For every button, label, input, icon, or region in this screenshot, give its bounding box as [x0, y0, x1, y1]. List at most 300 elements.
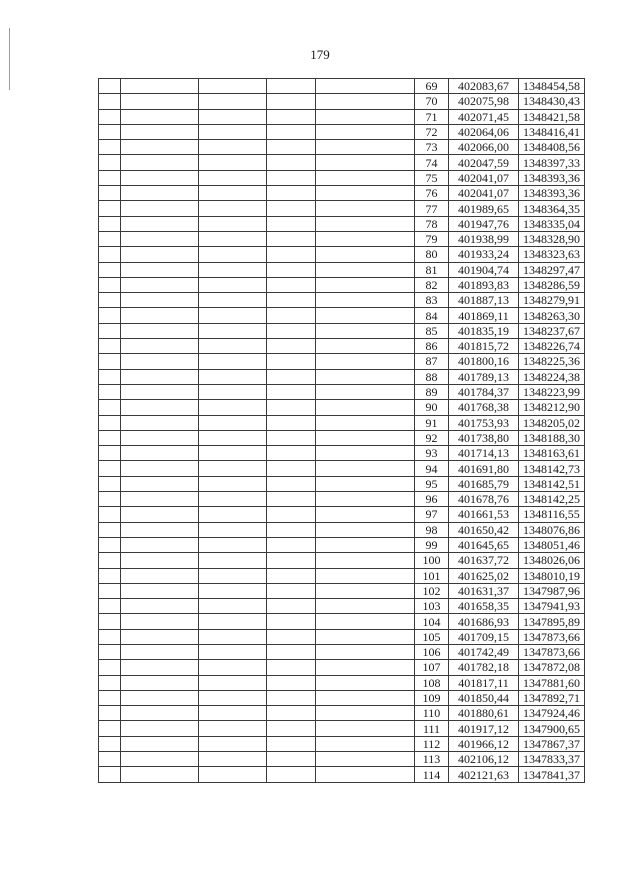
y-coordinate-cell: 1348223,99	[519, 384, 585, 399]
empty-cell	[99, 553, 121, 568]
empty-cell	[316, 369, 415, 384]
empty-cell	[199, 568, 267, 583]
point-number-cell: 95	[415, 476, 449, 491]
y-coordinate-cell: 1348263,30	[519, 308, 585, 323]
empty-cell	[267, 706, 316, 721]
empty-cell	[99, 339, 121, 354]
point-number-cell: 109	[415, 690, 449, 705]
empty-cell	[267, 308, 316, 323]
point-number-cell: 72	[415, 124, 449, 139]
empty-cell	[99, 446, 121, 461]
table-row	[99, 446, 585, 461]
empty-cell	[316, 706, 415, 721]
empty-cell	[267, 170, 316, 185]
empty-cell	[316, 400, 415, 415]
y-coordinate-cell: 1348328,90	[519, 231, 585, 246]
y-coordinate-cell: 1347924,46	[519, 706, 585, 721]
point-number-cell: 86	[415, 339, 449, 354]
y-coordinate-cell: 1348226,74	[519, 339, 585, 354]
x-coordinate-cell: 401893,83	[449, 277, 519, 292]
x-coordinate-cell: 401738,80	[449, 430, 519, 445]
x-coordinate-cell: 401789,13	[449, 369, 519, 384]
empty-cell	[199, 446, 267, 461]
empty-cell	[316, 186, 415, 201]
empty-cell	[316, 124, 415, 139]
point-number-cell: 94	[415, 461, 449, 476]
empty-cell	[199, 537, 267, 552]
empty-cell	[267, 461, 316, 476]
empty-cell	[121, 614, 199, 629]
empty-cell	[199, 369, 267, 384]
empty-cell	[99, 476, 121, 491]
empty-cell	[316, 79, 415, 94]
empty-cell	[99, 323, 121, 338]
y-coordinate-cell: 1348393,36	[519, 170, 585, 185]
point-number-cell: 84	[415, 308, 449, 323]
empty-cell	[199, 308, 267, 323]
table-row	[99, 339, 585, 354]
table-row	[99, 660, 585, 675]
empty-cell	[121, 721, 199, 736]
empty-cell	[316, 247, 415, 262]
point-number-cell: 89	[415, 384, 449, 399]
empty-cell	[99, 767, 121, 782]
table-row	[99, 400, 585, 415]
x-coordinate-cell: 402121,63	[449, 767, 519, 782]
x-coordinate-cell: 401917,12	[449, 721, 519, 736]
empty-cell	[121, 599, 199, 614]
x-coordinate-cell: 402047,59	[449, 155, 519, 170]
point-number-cell: 69	[415, 79, 449, 94]
x-coordinate-cell: 401947,76	[449, 216, 519, 231]
x-coordinate-cell: 401933,24	[449, 247, 519, 262]
point-number-cell: 91	[415, 415, 449, 430]
empty-cell	[316, 492, 415, 507]
x-coordinate-cell: 402106,12	[449, 752, 519, 767]
empty-cell	[267, 140, 316, 155]
empty-cell	[99, 94, 121, 109]
y-coordinate-cell: 1347873,66	[519, 629, 585, 644]
y-coordinate-cell: 1348430,43	[519, 94, 585, 109]
point-number-cell: 87	[415, 354, 449, 369]
x-coordinate-cell: 401661,53	[449, 507, 519, 522]
empty-cell	[199, 430, 267, 445]
point-number-cell: 93	[415, 446, 449, 461]
point-number-cell: 79	[415, 231, 449, 246]
empty-cell	[267, 599, 316, 614]
empty-cell	[121, 752, 199, 767]
empty-cell	[121, 629, 199, 644]
table-body	[99, 79, 585, 783]
empty-cell	[316, 553, 415, 568]
empty-cell	[99, 201, 121, 216]
empty-cell	[99, 415, 121, 430]
empty-cell	[316, 231, 415, 246]
empty-cell	[267, 79, 316, 94]
x-coordinate-cell: 401691,80	[449, 461, 519, 476]
point-number-cell: 78	[415, 216, 449, 231]
empty-cell	[99, 660, 121, 675]
empty-cell	[199, 155, 267, 170]
empty-cell	[267, 354, 316, 369]
empty-cell	[316, 675, 415, 690]
y-coordinate-cell: 1348224,38	[519, 369, 585, 384]
point-number-cell: 83	[415, 293, 449, 308]
empty-cell	[316, 446, 415, 461]
x-coordinate-cell: 401709,15	[449, 629, 519, 644]
empty-cell	[316, 721, 415, 736]
y-coordinate-cell: 1348076,86	[519, 522, 585, 537]
empty-cell	[267, 522, 316, 537]
point-number-cell: 104	[415, 614, 449, 629]
empty-cell	[267, 277, 316, 292]
x-coordinate-cell: 401887,13	[449, 293, 519, 308]
empty-cell	[99, 231, 121, 246]
empty-cell	[316, 752, 415, 767]
empty-cell	[99, 170, 121, 185]
x-coordinate-cell: 401753,93	[449, 415, 519, 430]
table-row	[99, 124, 585, 139]
table-row	[99, 415, 585, 430]
empty-cell	[121, 675, 199, 690]
empty-cell	[199, 323, 267, 338]
point-number-cell: 80	[415, 247, 449, 262]
table-row	[99, 247, 585, 262]
point-number-cell: 73	[415, 140, 449, 155]
empty-cell	[316, 415, 415, 430]
empty-cell	[199, 140, 267, 155]
x-coordinate-cell: 401784,37	[449, 384, 519, 399]
empty-cell	[267, 476, 316, 491]
empty-cell	[199, 599, 267, 614]
x-coordinate-cell: 401904,74	[449, 262, 519, 277]
empty-cell	[121, 384, 199, 399]
empty-cell	[267, 415, 316, 430]
x-coordinate-cell: 402075,98	[449, 94, 519, 109]
x-coordinate-cell: 401685,79	[449, 476, 519, 491]
table-row	[99, 706, 585, 721]
empty-cell	[121, 124, 199, 139]
table-row	[99, 492, 585, 507]
empty-cell	[99, 430, 121, 445]
empty-cell	[121, 415, 199, 430]
y-coordinate-cell: 1348297,47	[519, 262, 585, 277]
table-row	[99, 231, 585, 246]
empty-cell	[267, 323, 316, 338]
empty-cell	[99, 690, 121, 705]
empty-cell	[199, 384, 267, 399]
empty-cell	[316, 354, 415, 369]
empty-cell	[99, 247, 121, 262]
empty-cell	[316, 339, 415, 354]
y-coordinate-cell: 1347900,65	[519, 721, 585, 736]
y-coordinate-cell: 1348225,36	[519, 354, 585, 369]
empty-cell	[199, 736, 267, 751]
empty-cell	[99, 277, 121, 292]
empty-cell	[316, 430, 415, 445]
empty-cell	[267, 231, 316, 246]
empty-cell	[99, 492, 121, 507]
empty-cell	[99, 79, 121, 94]
table-row	[99, 690, 585, 705]
y-coordinate-cell: 1348010,19	[519, 568, 585, 583]
point-number-cell: 92	[415, 430, 449, 445]
table-row	[99, 553, 585, 568]
empty-cell	[199, 553, 267, 568]
empty-cell	[199, 461, 267, 476]
table-row	[99, 384, 585, 399]
empty-cell	[316, 629, 415, 644]
y-coordinate-cell: 1347833,37	[519, 752, 585, 767]
empty-cell	[316, 660, 415, 675]
empty-cell	[267, 675, 316, 690]
point-number-cell: 85	[415, 323, 449, 338]
table-row	[99, 614, 585, 629]
table-row	[99, 216, 585, 231]
point-number-cell: 82	[415, 277, 449, 292]
point-number-cell: 101	[415, 568, 449, 583]
empty-cell	[316, 522, 415, 537]
y-coordinate-cell: 1348163,61	[519, 446, 585, 461]
empty-cell	[99, 522, 121, 537]
empty-cell	[121, 492, 199, 507]
empty-cell	[99, 644, 121, 659]
table-row	[99, 369, 585, 384]
empty-cell	[199, 262, 267, 277]
empty-cell	[267, 155, 316, 170]
empty-cell	[316, 262, 415, 277]
empty-cell	[121, 140, 199, 155]
empty-cell	[267, 568, 316, 583]
empty-cell	[121, 690, 199, 705]
x-coordinate-cell: 401631,37	[449, 583, 519, 598]
empty-cell	[316, 583, 415, 598]
x-coordinate-cell: 401650,42	[449, 522, 519, 537]
empty-cell	[316, 94, 415, 109]
empty-cell	[199, 354, 267, 369]
table-row	[99, 507, 585, 522]
empty-cell	[121, 767, 199, 782]
empty-cell	[121, 170, 199, 185]
empty-cell	[199, 186, 267, 201]
x-coordinate-cell: 401938,99	[449, 231, 519, 246]
y-coordinate-cell: 1348188,30	[519, 430, 585, 445]
table-row	[99, 94, 585, 109]
empty-cell	[121, 583, 199, 598]
empty-cell	[199, 721, 267, 736]
table-row	[99, 644, 585, 659]
empty-cell	[199, 660, 267, 675]
empty-cell	[316, 614, 415, 629]
point-number-cell: 98	[415, 522, 449, 537]
point-number-cell: 108	[415, 675, 449, 690]
empty-cell	[267, 690, 316, 705]
empty-cell	[99, 384, 121, 399]
y-coordinate-cell: 1347987,96	[519, 583, 585, 598]
y-coordinate-cell: 1348393,36	[519, 186, 585, 201]
empty-cell	[99, 140, 121, 155]
empty-cell	[121, 216, 199, 231]
empty-cell	[99, 293, 121, 308]
empty-cell	[99, 155, 121, 170]
point-number-cell: 114	[415, 767, 449, 782]
empty-cell	[121, 507, 199, 522]
y-coordinate-cell: 1348286,59	[519, 277, 585, 292]
empty-cell	[121, 231, 199, 246]
empty-cell	[267, 400, 316, 415]
empty-cell	[199, 201, 267, 216]
empty-cell	[316, 384, 415, 399]
x-coordinate-cell: 401742,49	[449, 644, 519, 659]
x-coordinate-cell: 401800,16	[449, 354, 519, 369]
empty-cell	[99, 629, 121, 644]
empty-cell	[316, 767, 415, 782]
empty-cell	[121, 94, 199, 109]
y-coordinate-cell: 1347873,66	[519, 644, 585, 659]
empty-cell	[316, 690, 415, 705]
y-coordinate-cell: 1348397,33	[519, 155, 585, 170]
point-number-cell: 90	[415, 400, 449, 415]
empty-cell	[121, 430, 199, 445]
empty-cell	[199, 216, 267, 231]
empty-cell	[199, 293, 267, 308]
empty-cell	[316, 308, 415, 323]
empty-cell	[121, 354, 199, 369]
empty-cell	[316, 109, 415, 124]
empty-cell	[121, 522, 199, 537]
table-row	[99, 767, 585, 782]
point-number-cell: 111	[415, 721, 449, 736]
empty-cell	[121, 277, 199, 292]
x-coordinate-cell: 401782,18	[449, 660, 519, 675]
point-number-cell: 71	[415, 109, 449, 124]
x-coordinate-cell: 402066,00	[449, 140, 519, 155]
point-number-cell: 105	[415, 629, 449, 644]
empty-cell	[99, 537, 121, 552]
table-row	[99, 522, 585, 537]
point-number-cell: 75	[415, 170, 449, 185]
empty-cell	[121, 400, 199, 415]
empty-cell	[199, 767, 267, 782]
y-coordinate-cell: 1348323,63	[519, 247, 585, 262]
empty-cell	[199, 415, 267, 430]
empty-cell	[121, 553, 199, 568]
empty-cell	[199, 752, 267, 767]
x-coordinate-cell: 402064,06	[449, 124, 519, 139]
empty-cell	[99, 614, 121, 629]
empty-cell	[99, 752, 121, 767]
empty-cell	[121, 323, 199, 338]
point-number-cell: 112	[415, 736, 449, 751]
point-number-cell: 81	[415, 262, 449, 277]
empty-cell	[199, 644, 267, 659]
empty-cell	[199, 706, 267, 721]
empty-cell	[99, 262, 121, 277]
empty-cell	[316, 216, 415, 231]
table-row	[99, 323, 585, 338]
table-row	[99, 736, 585, 751]
table-row	[99, 629, 585, 644]
empty-cell	[121, 660, 199, 675]
empty-cell	[99, 109, 121, 124]
y-coordinate-cell: 1348279,91	[519, 293, 585, 308]
empty-cell	[99, 216, 121, 231]
point-number-cell: 102	[415, 583, 449, 598]
empty-cell	[199, 247, 267, 262]
table-row	[99, 537, 585, 552]
empty-cell	[199, 507, 267, 522]
x-coordinate-cell: 401678,76	[449, 492, 519, 507]
empty-cell	[267, 736, 316, 751]
table-row	[99, 599, 585, 614]
table-row	[99, 262, 585, 277]
table-row	[99, 277, 585, 292]
empty-cell	[267, 339, 316, 354]
empty-cell	[267, 369, 316, 384]
table-row	[99, 461, 585, 476]
empty-cell	[199, 675, 267, 690]
point-number-cell: 103	[415, 599, 449, 614]
empty-cell	[267, 384, 316, 399]
empty-cell	[267, 660, 316, 675]
empty-cell	[267, 186, 316, 201]
empty-cell	[267, 507, 316, 522]
point-number-cell: 74	[415, 155, 449, 170]
point-number-cell: 99	[415, 537, 449, 552]
empty-cell	[121, 537, 199, 552]
empty-cell	[199, 94, 267, 109]
y-coordinate-cell: 1347867,37	[519, 736, 585, 751]
x-coordinate-cell: 402083,67	[449, 79, 519, 94]
empty-cell	[121, 369, 199, 384]
y-coordinate-cell: 1347892,71	[519, 690, 585, 705]
empty-cell	[199, 339, 267, 354]
empty-cell	[267, 644, 316, 659]
empty-cell	[316, 293, 415, 308]
empty-cell	[267, 247, 316, 262]
empty-cell	[99, 706, 121, 721]
empty-cell	[199, 79, 267, 94]
empty-cell	[199, 522, 267, 537]
empty-cell	[121, 293, 199, 308]
y-coordinate-cell: 1347941,93	[519, 599, 585, 614]
x-coordinate-cell: 401815,72	[449, 339, 519, 354]
x-coordinate-cell: 401850,44	[449, 690, 519, 705]
empty-cell	[316, 537, 415, 552]
point-number-cell: 107	[415, 660, 449, 675]
table-row	[99, 583, 585, 598]
empty-cell	[121, 262, 199, 277]
empty-cell	[316, 476, 415, 491]
point-number-cell: 77	[415, 201, 449, 216]
y-coordinate-cell: 1348142,73	[519, 461, 585, 476]
y-coordinate-cell: 1348408,56	[519, 140, 585, 155]
empty-cell	[121, 247, 199, 262]
empty-cell	[267, 767, 316, 782]
empty-cell	[267, 293, 316, 308]
empty-cell	[99, 400, 121, 415]
x-coordinate-cell: 401835,19	[449, 323, 519, 338]
table-row	[99, 293, 585, 308]
y-coordinate-cell: 1347872,08	[519, 660, 585, 675]
empty-cell	[267, 721, 316, 736]
empty-cell	[199, 614, 267, 629]
y-coordinate-cell: 1348416,41	[519, 124, 585, 139]
empty-cell	[121, 201, 199, 216]
x-coordinate-cell: 401966,12	[449, 736, 519, 751]
empty-cell	[121, 339, 199, 354]
x-coordinate-cell: 401880,61	[449, 706, 519, 721]
